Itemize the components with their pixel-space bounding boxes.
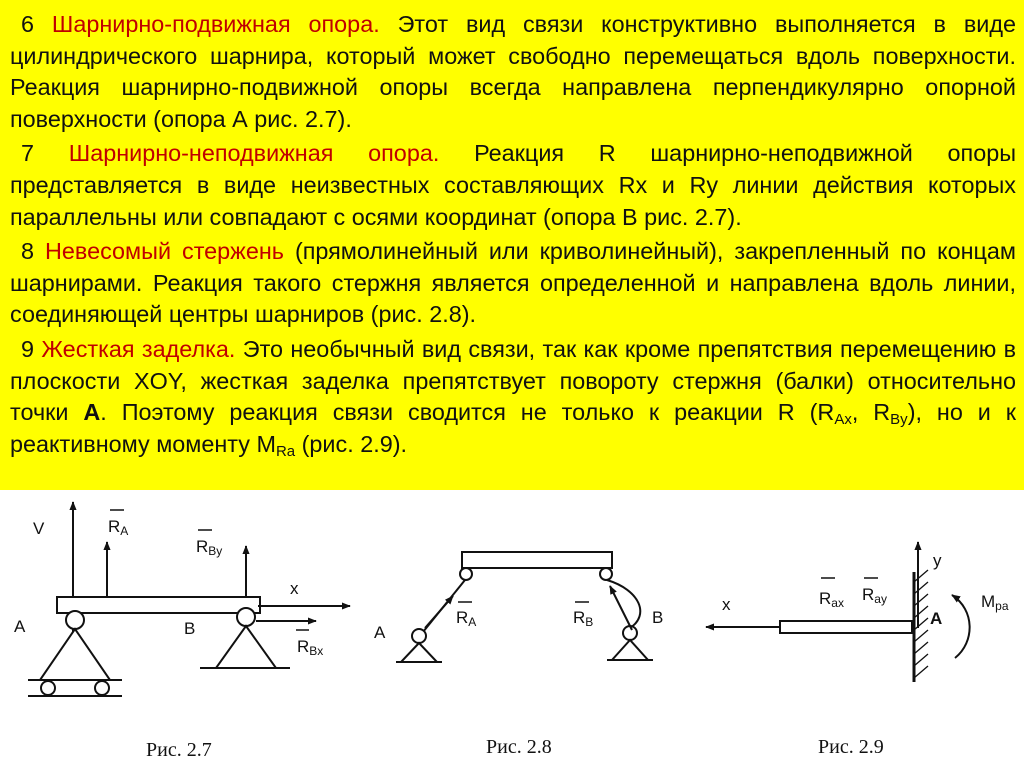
fig28-a-label: A bbox=[374, 623, 386, 642]
fig28-rb-label: RB bbox=[573, 608, 594, 629]
hinge-a-2-7 bbox=[66, 611, 84, 629]
point-a-bold: А bbox=[83, 399, 101, 426]
paragraph-body-c: , R bbox=[851, 399, 891, 426]
hinge-top-left bbox=[460, 568, 472, 580]
fig27-x-label: x bbox=[290, 579, 299, 598]
ra-arrow-2-8 bbox=[425, 596, 453, 628]
paragraph-body-b: . Поэтому реакция связи сводится не только к реакции R (R bbox=[100, 399, 835, 426]
figure-2-8 bbox=[396, 552, 653, 662]
term-hinged-movable-support: Шарнирно-подвижная опора. bbox=[51, 11, 380, 37]
paragraph-body: (прямолинейный или криволинейный), закрепленный по концам шарнирами. Реакция такого стержня является определенной и направлена вдоль линии, соединяющей центры шарниров (рис. 2.8). bbox=[10, 238, 1017, 328]
fig29-x-label: x bbox=[722, 595, 731, 614]
beam-2-7 bbox=[57, 597, 260, 613]
hinge-b-2-7 bbox=[237, 608, 255, 626]
fig29-m-label: Mpa bbox=[981, 592, 1009, 613]
paragraph-body: Этот вид связи конструктивно выполняется в виде цилиндрического шарнира, который может свободно перемещаться вдоль поверхности. Реакция шарнирно-подвижной опоры всегда направлена перпендикулярно опорной поверхности (опора А рис. 2.7). bbox=[10, 11, 1016, 132]
figure-2-7 bbox=[28, 502, 350, 696]
fig28-ra-label: RA bbox=[456, 608, 477, 629]
paragraph-8 bbox=[10, 236, 1016, 331]
hinge-a-2-8 bbox=[412, 629, 426, 643]
paragraph-number: 6 bbox=[21, 11, 35, 37]
fig27-a-label: A bbox=[14, 617, 26, 636]
roller-left bbox=[41, 681, 55, 695]
subscript-by: By bbox=[890, 411, 908, 429]
paragraph-body: Реакция R шарнирно-неподвижной опоры представляется в виде неизвестных составляющих Rx и Ry линии действия которых параллельны или совпадают с осями координат (опора В рис. 2.7). bbox=[10, 140, 1017, 230]
moment-arc bbox=[952, 595, 970, 658]
support-b-2-8 bbox=[612, 640, 648, 660]
paragraph-body-e: (рис. 2.9). bbox=[295, 430, 407, 457]
wall-hatching bbox=[914, 570, 928, 678]
hinge-top-right bbox=[600, 568, 612, 580]
beam-2-9 bbox=[780, 621, 912, 633]
subscript-ra: Ra bbox=[275, 442, 296, 460]
fig27-rbx-label: RBx bbox=[297, 637, 324, 658]
paragraph-6 bbox=[10, 9, 1016, 135]
paragraph-number: 7 bbox=[21, 140, 35, 167]
term-rigid-clamp: Жесткая заделка. bbox=[41, 335, 236, 362]
term-weightless-rod: Невесомый стержень bbox=[45, 238, 284, 265]
paragraph-7 bbox=[10, 138, 1016, 233]
fig28-caption: Рис. 2.8 bbox=[486, 736, 552, 758]
subscript-ax: Ax bbox=[834, 411, 852, 429]
fig27-rby-label: RBy bbox=[196, 537, 223, 558]
paragraph-number: 8 bbox=[21, 238, 35, 265]
fig28-b-label: B bbox=[652, 608, 664, 627]
term-hinged-fixed-support: Шарнирно-неподвижная опора. bbox=[68, 140, 440, 167]
support-a-2-8 bbox=[401, 643, 437, 662]
fig29-a-label: A bbox=[930, 609, 943, 628]
figure-2-9-labels bbox=[722, 551, 1009, 758]
beam-2-8 bbox=[462, 552, 612, 568]
fig29-y-label: y bbox=[933, 551, 942, 570]
fig27-ra-label: RA bbox=[108, 517, 129, 538]
fig27-caption: Рис. 2.7 bbox=[146, 739, 212, 761]
curved-rod-b bbox=[607, 580, 640, 628]
fig29-ray-label: Ray bbox=[862, 585, 887, 606]
rb-arrow-2-8 bbox=[610, 586, 632, 630]
fig29-rax-label: Rax bbox=[819, 589, 844, 610]
figures-area bbox=[0, 490, 1024, 767]
fig27-v-label: V bbox=[33, 519, 45, 538]
support-b-triangle bbox=[216, 626, 276, 668]
paragraph-9 bbox=[10, 334, 1016, 460]
roller-right bbox=[95, 681, 109, 695]
fig29-caption: Рис. 2.9 bbox=[818, 736, 884, 758]
paragraph-body-d: ), но и к реактивному моменту M bbox=[10, 399, 1017, 457]
paragraph-body-a: Это необычный вид связи, так как кроме препятствия перемещению в плоскости XOY, жесткая заделка препятствует повороту стержня (балки) относительно точки bbox=[10, 335, 1017, 426]
fig27-b-label: B bbox=[184, 619, 196, 638]
support-a-triangle bbox=[40, 629, 110, 680]
figure-2-7-labels bbox=[14, 517, 323, 761]
paragraph-number: 9 bbox=[21, 335, 35, 362]
